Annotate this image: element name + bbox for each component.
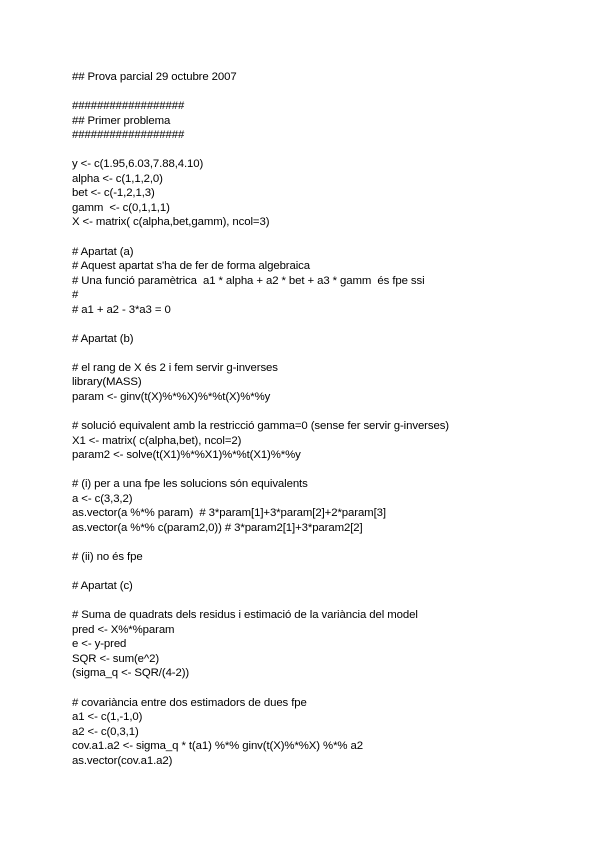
code-line: as.vector(a %*% c(param2,0)) # 3*param2[1]+3*param2[2]	[72, 521, 363, 534]
code-line: SQR <- sum(e^2)	[72, 652, 160, 665]
code-line: pred <- X%*%param	[72, 623, 175, 636]
comment-line: # covariància entre dos estimadors de dues fpe	[72, 696, 307, 709]
comment-line: # (ii) no és fpe	[72, 551, 143, 564]
code-line: a2 <- c(0,3,1)	[72, 725, 139, 738]
code-line: gamm <- c(0,1,1,1)	[72, 201, 170, 214]
blank-line	[72, 536, 572, 551]
comment-line: # el rang de X és 2 i fem servir g-inverses	[72, 361, 278, 374]
code-line: X1 <- matrix( c(alpha,bet), ncol=2)	[72, 434, 242, 447]
comment-line: # a1 + a2 - 3*a3 = 0	[72, 303, 171, 316]
comment-line: # Una funció paramètrica a1 * alpha + a2 * bet + a3 * gamm és fpe ssi	[72, 274, 425, 287]
comment-line: # Apartat (b)	[72, 332, 134, 345]
code-line: bet <- c(-1,2,1,3)	[72, 187, 155, 200]
code-line: a <- c(3,3,2)	[72, 492, 133, 505]
comment-line: ##################	[72, 129, 185, 142]
comment-line: # Suma de quadrats dels residus i estimació de la variància del model	[72, 609, 418, 622]
comment-line: # solució equivalent amb la restricció gamma=0 (sense fer servir g-inverses)	[72, 420, 449, 433]
code-line: as.vector(cov.a1.a2)	[72, 754, 173, 767]
blank-line	[72, 143, 572, 158]
blank-line	[72, 230, 572, 245]
blank-line	[72, 85, 572, 100]
code-line: alpha <- c(1,1,2,0)	[72, 172, 163, 185]
code-line: param2 <- solve(t(X1)%*%X1)%*%t(X1)%*%y	[72, 449, 301, 462]
blank-line	[72, 346, 572, 361]
code-line: y <- c(1.95,6.03,7.88,4.10)	[72, 158, 204, 171]
code-line: (sigma_q <- SQR/(4-2))	[72, 667, 190, 680]
comment-line: # Aquest apartat s'ha de fer de forma algebraica	[72, 260, 310, 273]
code-line: a1 <- c(1,-1,0)	[72, 711, 143, 724]
code-line: e <- y-pred	[72, 638, 127, 651]
blank-line	[72, 681, 572, 696]
code-line: param <- ginv(t(X)%*%X)%*%t(X)%*%y	[72, 391, 271, 404]
blank-line	[72, 594, 572, 609]
comment-line: # Apartat (a)	[72, 245, 134, 258]
code-line: as.vector(a %*% param) # 3*param[1]+3*param[2]+2*param[3]	[72, 507, 386, 520]
blank-line	[72, 463, 572, 478]
comment-line: # (i) per a una fpe les solucions són equivalents	[72, 478, 308, 491]
blank-line	[72, 317, 572, 332]
comment-line: ##################	[72, 100, 185, 113]
blank-line	[72, 405, 572, 420]
blank-line	[72, 565, 572, 580]
comment-line: # Apartat (c)	[72, 580, 133, 593]
code-line: library(MASS)	[72, 376, 142, 389]
code-line: cov.a1.a2 <- sigma_q * t(a1) %*% ginv(t(X)%*%X) %*% a2	[72, 740, 363, 753]
r-code-listing	[72, 70, 572, 768]
comment-line: ## Primer problema	[72, 114, 171, 127]
comment-line: ## Prova parcial 29 octubre 2007	[72, 71, 237, 83]
comment-line: #	[72, 289, 79, 302]
code-line: X <- matrix( c(alpha,bet,gamm), ncol=3)	[72, 216, 270, 229]
